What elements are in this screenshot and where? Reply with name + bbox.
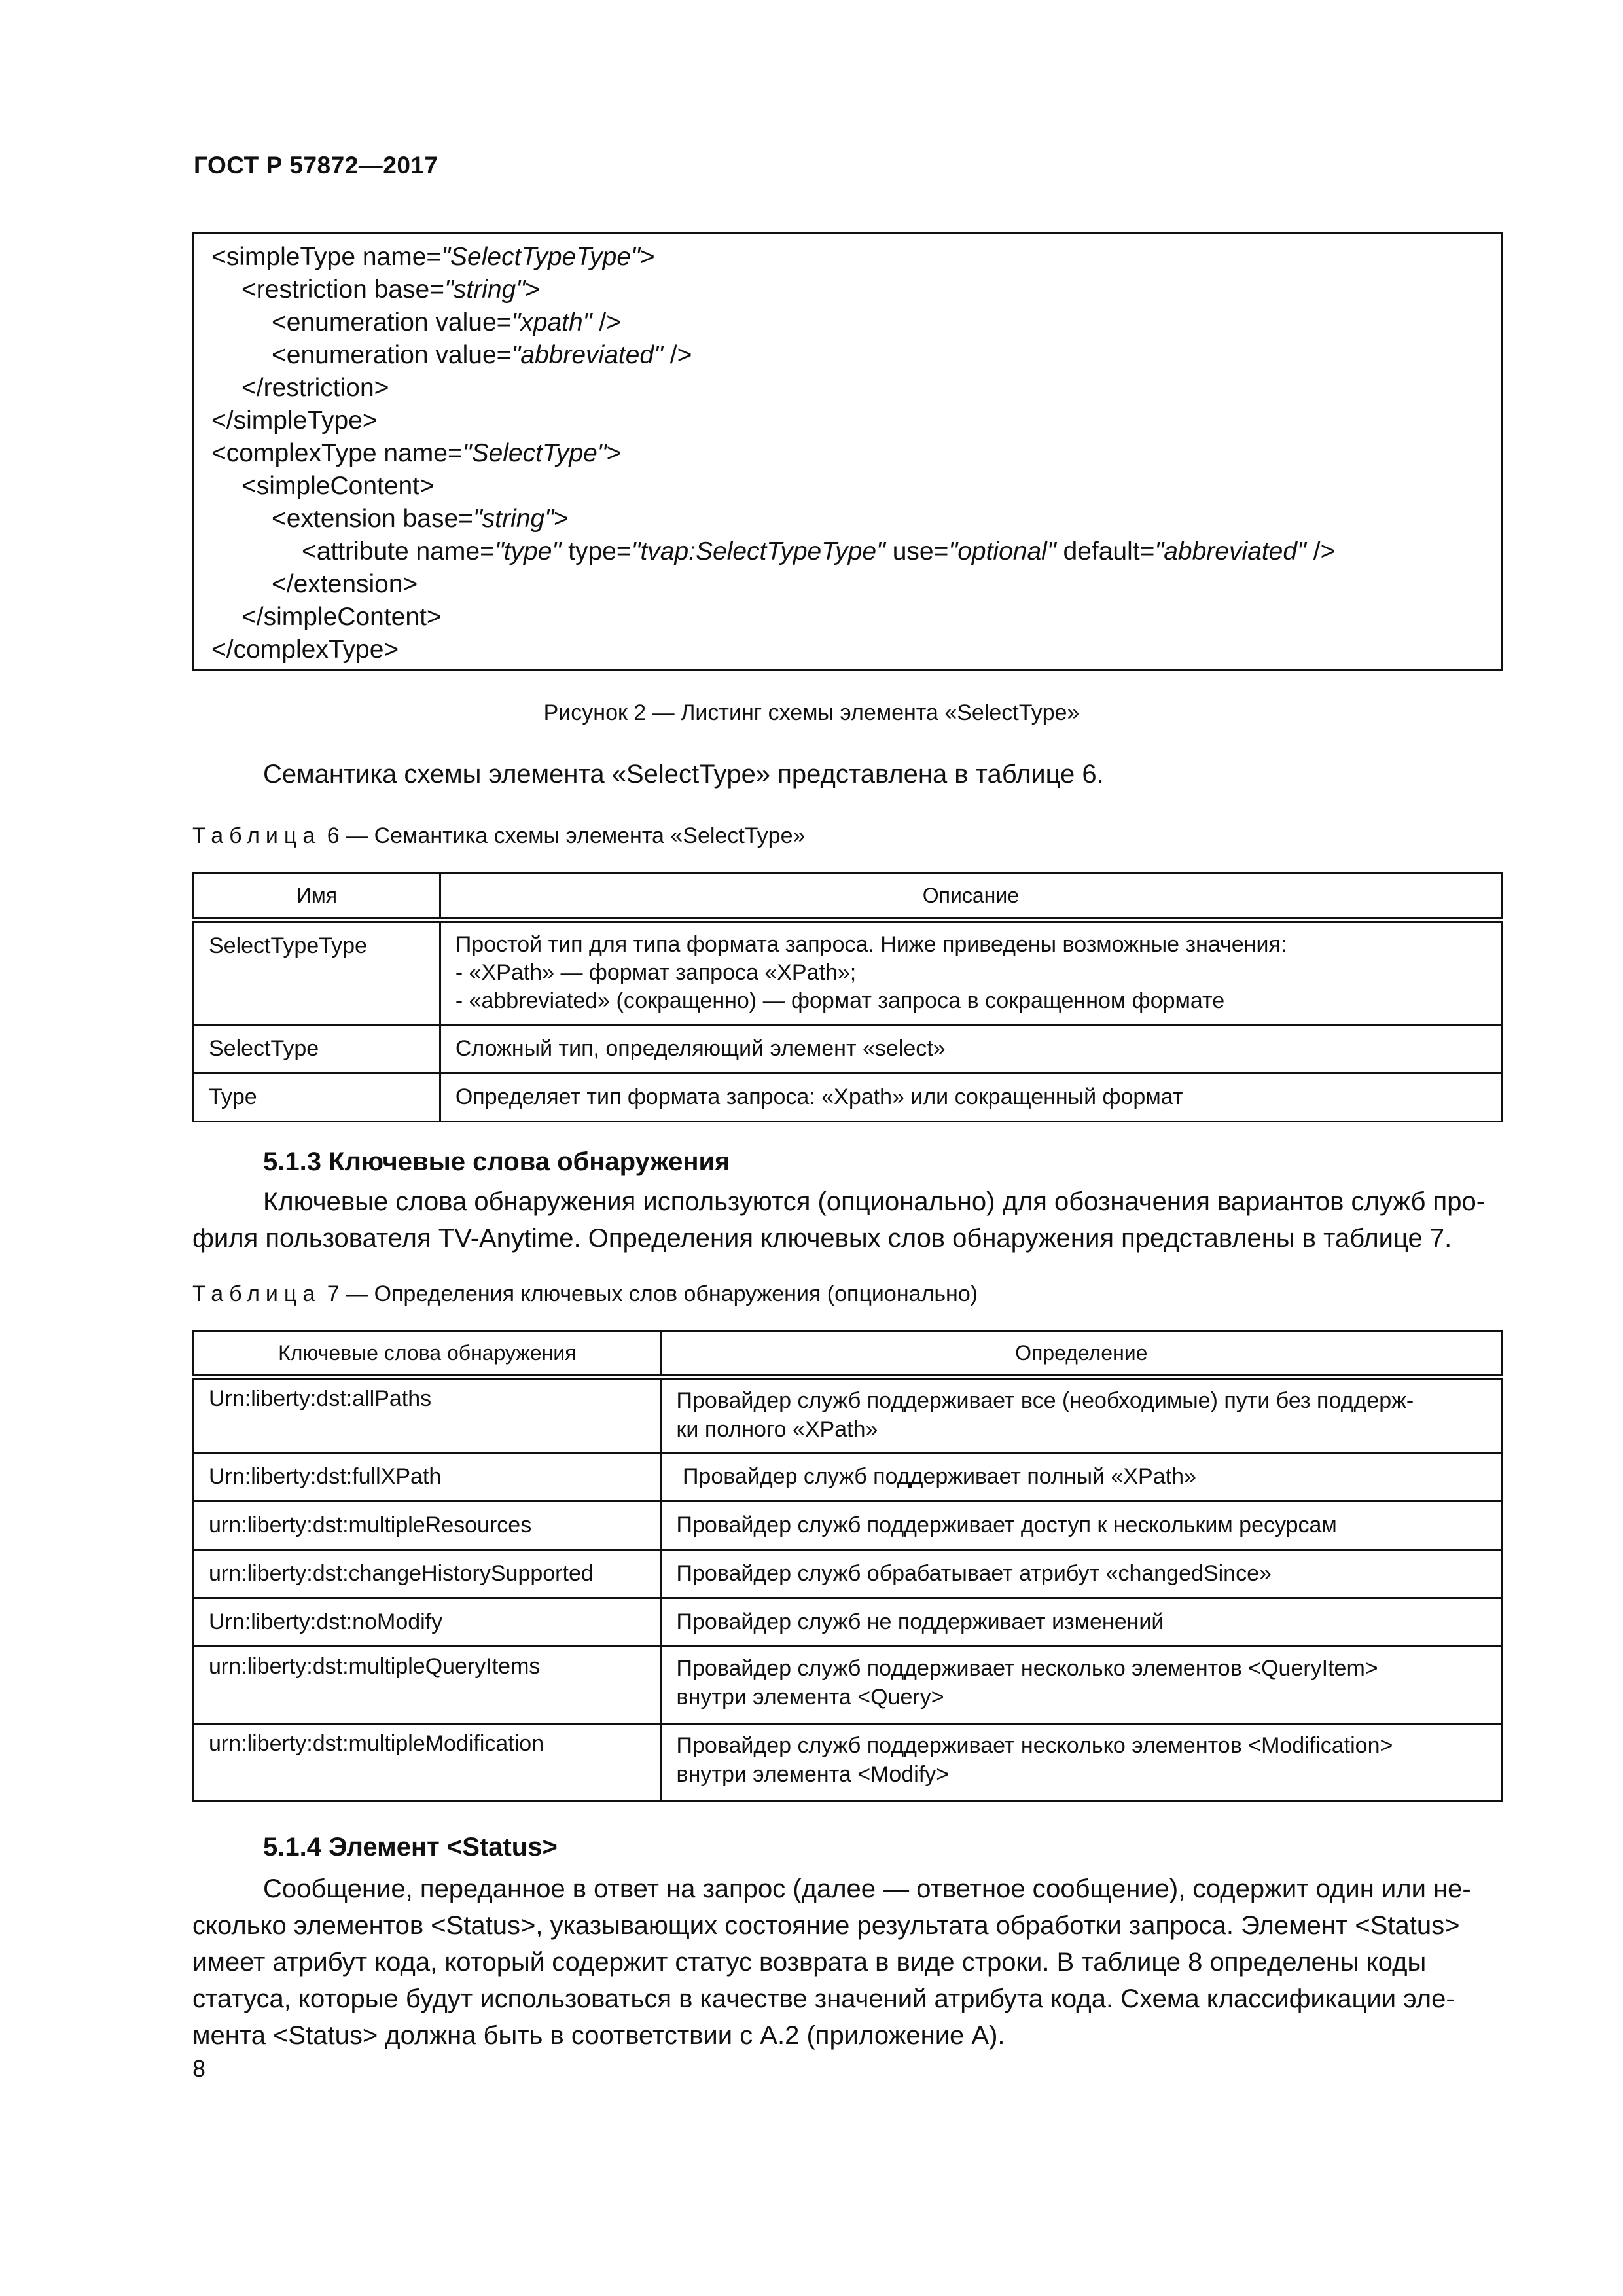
table7-cell-definition: Провайдер служб поддерживает полный «XPath» xyxy=(661,1453,1501,1501)
table6-header-description: Описание xyxy=(440,873,1501,920)
table7-cell-definition xyxy=(661,1724,1501,1801)
paragraph-line: мента <Status> должна быть в соответствии с А.2 (приложение А). xyxy=(192,2021,1005,2050)
table7-cell-keyword: Urn:liberty:dst:noModify xyxy=(194,1598,662,1647)
listing-value: "string" xyxy=(473,505,554,533)
paragraph-line: сколько элементов <Status>, указывающих состояние результата обработки запроса. Элемент <Status> xyxy=(192,1911,1460,1940)
paragraph-line: имеет атрибут кода, который содержит статус возврата в виде строки. В таблице 8 определены коды xyxy=(192,1948,1427,1977)
table6-cell-description: Сложный тип, определяющий элемент «select» xyxy=(440,1025,1501,1073)
listing-value: "abbreviated" xyxy=(1154,537,1306,565)
definition-line: ки полного «XPath» xyxy=(676,1417,878,1442)
table6-caption xyxy=(192,823,805,849)
listing-value: "tvap:SelectTypeType" xyxy=(631,537,885,565)
listing-markup: </extension> xyxy=(272,570,418,598)
listing-value: "type" xyxy=(494,537,562,565)
table7-cell-definition xyxy=(661,1377,1501,1453)
figure-caption: Рисунок 2 — Листинг схемы элемента «SelectType» xyxy=(543,700,1080,725)
listing-markup: <simpleType name= xyxy=(211,243,442,271)
listing-value: "string" xyxy=(444,276,526,304)
table7-cell-keyword: urn:liberty:dst:multipleModification xyxy=(194,1724,662,1801)
table-row xyxy=(194,1501,1502,1550)
table7-cell-keyword: urn:liberty:dst:changeHistorySupported xyxy=(194,1550,662,1598)
table-row xyxy=(194,1724,1502,1801)
listing-markup: /> xyxy=(592,308,621,336)
table-row xyxy=(194,1647,1502,1724)
listing-value: "optional" xyxy=(948,537,1056,565)
table6-header-name: Имя xyxy=(194,873,440,920)
table7-header-keywords: Ключевые слова обнаружения xyxy=(194,1331,662,1377)
listing-markup: <enumeration value= xyxy=(272,341,512,369)
paragraph-line: статуса, которые будут использоваться в качестве значений атрибута кода. Схема классификации эле- xyxy=(192,1984,1455,2013)
table6-caption-word: Таблица xyxy=(192,823,321,848)
listing-value: "xpath" xyxy=(511,308,592,336)
paragraph-line: Ключевые слова обнаружения используются (опционально) для обозначения вариантов служб про- xyxy=(263,1187,1486,1216)
table6-cell-name: SelectType xyxy=(194,1025,440,1073)
document-header: ГОСТ Р 57872—2017 xyxy=(194,152,438,179)
schema-listing-box xyxy=(192,232,1503,671)
listing-markup: use= xyxy=(885,537,949,565)
listing-line xyxy=(241,601,442,634)
listing-line xyxy=(211,241,655,274)
table6 xyxy=(192,872,1503,1122)
listing-markup: default= xyxy=(1056,537,1155,565)
section-5-1-3-heading: 5.1.3 Ключевые слова обнаружения xyxy=(263,1147,730,1176)
listing-markup: > xyxy=(639,243,655,271)
listing-markup: <attribute name= xyxy=(302,537,495,565)
description-line: - «abbreviated» (сокращенно) — формат запроса в сокращенном формате xyxy=(455,988,1225,1013)
listing-line xyxy=(241,372,389,404)
listing-markup: > xyxy=(606,439,622,467)
paragraph-line: Сообщение, переданное в ответ на запрос (далее — ответное сообщение), содержит один или не- xyxy=(263,1874,1471,1903)
listing-line xyxy=(302,535,1335,568)
listing-line xyxy=(272,503,569,535)
listing-line xyxy=(272,339,692,372)
listing-line xyxy=(272,306,621,339)
listing-line xyxy=(211,404,378,437)
table-row xyxy=(194,1598,1502,1647)
table7-cell-keyword: urn:liberty:dst:multipleResources xyxy=(194,1501,662,1550)
table7-caption-word: Таблица xyxy=(192,1282,321,1306)
description-line: - «XPath» — формат запроса «XPath»; xyxy=(455,960,857,985)
table-row xyxy=(194,1550,1502,1598)
listing-markup: </simpleContent> xyxy=(241,603,442,631)
table7-cell-definition xyxy=(661,1647,1501,1724)
table7-cell-definition: Провайдер служб не поддерживает изменений xyxy=(661,1598,1501,1647)
listing-markup: <simpleContent> xyxy=(241,472,435,500)
intro-paragraph: Семантика схемы элемента «SelectType» представлена в таблице 6. xyxy=(263,760,1104,789)
table7-cell-keyword: Urn:liberty:dst:fullXPath xyxy=(194,1453,662,1501)
table6-cell-description: Определяет тип формата запроса: «Xpath» или сокращенный формат xyxy=(440,1073,1501,1122)
table7-cell-definition: Провайдер служб поддерживает доступ к нескольким ресурсам xyxy=(661,1501,1501,1550)
table7-caption xyxy=(192,1282,978,1307)
table-row xyxy=(194,1025,1502,1073)
table7 xyxy=(192,1330,1503,1802)
definition-line: внутри элемента <Query> xyxy=(676,1685,944,1710)
table6-cell-name: SelectTypeType xyxy=(194,920,440,1025)
definition-line: Провайдер служб поддерживает все (необходимые) пути без поддерж- xyxy=(676,1388,1414,1413)
table7-cell-keyword: Urn:liberty:dst:allPaths xyxy=(194,1377,662,1453)
definition-line: внутри элемента <Modify> xyxy=(676,1762,950,1787)
listing-line xyxy=(272,568,418,601)
listing-markup: </complexType> xyxy=(211,636,399,664)
table-row xyxy=(194,920,1502,1025)
listing-line xyxy=(211,437,621,470)
listing-line xyxy=(211,634,399,666)
section-5-1-4-heading: 5.1.4 Элемент <Status> xyxy=(263,1833,558,1861)
listing-markup: </restriction> xyxy=(241,374,389,402)
listing-markup: <restriction base= xyxy=(241,276,445,304)
listing-markup: type= xyxy=(561,537,632,565)
table-row xyxy=(194,1453,1502,1501)
listing-value: "abbreviated" xyxy=(511,341,663,369)
definition-line: Провайдер служб поддерживает несколько элементов <QueryItem> xyxy=(676,1656,1378,1681)
paragraph-line: филя пользователя TV-Anytime. Определения ключевых слов обнаружения представлены в таблице 7. xyxy=(192,1224,1452,1253)
listing-markup: </simpleType> xyxy=(211,406,378,435)
listing-markup: <complexType name= xyxy=(211,439,463,467)
definition-line: Провайдер служб поддерживает несколько элементов <Modification> xyxy=(676,1733,1393,1758)
table6-caption-text: 6 — Семантика схемы элемента «SelectType» xyxy=(327,823,806,848)
table-row xyxy=(194,1073,1502,1122)
listing-value: "SelectTypeType" xyxy=(441,243,640,271)
listing-markup: > xyxy=(525,276,540,304)
section-5-1-3-text xyxy=(192,1183,1503,1257)
listing-markup: /> xyxy=(1306,537,1336,565)
listing-markup: <extension base= xyxy=(272,505,473,533)
listing-markup: <enumeration value= xyxy=(272,308,512,336)
table7-caption-text: 7 — Определения ключевых слов обнаружения (опционально) xyxy=(327,1282,978,1306)
listing-value: "SelectType" xyxy=(462,439,607,467)
section-5-1-4-text xyxy=(192,1871,1503,2054)
table6-cell-name: Type xyxy=(194,1073,440,1122)
table-row xyxy=(194,1377,1502,1453)
table7-cell-definition: Провайдер служб обрабатывает атрибут «changedSince» xyxy=(661,1550,1501,1598)
listing-line xyxy=(241,470,435,503)
listing-line xyxy=(241,274,540,306)
table7-header-definition: Определение xyxy=(661,1331,1501,1377)
description-line: Простой тип для типа формата запроса. Ниже приведены возможные значения: xyxy=(455,932,1287,957)
table6-cell-description xyxy=(440,920,1501,1025)
listing-markup: > xyxy=(553,505,569,533)
table7-cell-keyword: urn:liberty:dst:multipleQueryItems xyxy=(194,1647,662,1724)
page-number: 8 xyxy=(192,2055,206,2082)
listing-markup: /> xyxy=(662,341,692,369)
